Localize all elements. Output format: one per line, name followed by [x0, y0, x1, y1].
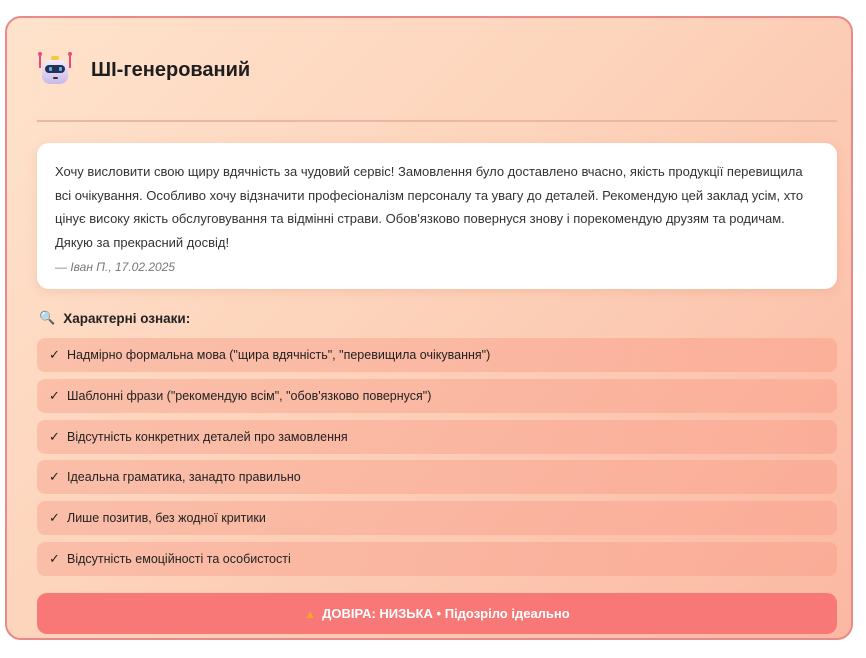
review-text: Хочу висловити свою щиру вдячність за чудовий сервіс! Замовлення було доставлено вчасно, якість продукції перевищила всі очікування. Особливо хочу відзначити професіоналізм персоналу та увагу до деталей. Рекомендую цей заклад усім, хто цінує високу якість обслуговування та відмінні страви. Обов'язково повернуся знову і порекомендую друзям та родичам. Дякую за прекрасний досвід! [55, 164, 804, 250]
feature-item [37, 542, 837, 576]
feature-label: Лише позитив, без жодної критики [67, 511, 266, 526]
divider [37, 120, 837, 122]
check-icon: ✓ [49, 510, 60, 526]
feature-item [37, 501, 837, 535]
feature-label: Ідеальна граматика, занадто правильно [67, 470, 301, 485]
review-card [5, 16, 853, 640]
warning-icon: ▲ [304, 606, 317, 621]
feature-label: Шаблонні фрази ("рекомендую всім", "обов'язково повернуся") [67, 388, 432, 403]
features-heading [39, 310, 190, 326]
feature-label: Відсутність конкретних деталей про замовлення [67, 429, 348, 444]
feature-label: Надмірно формальна мова ("щира вдячність", "перевищила очікування") [67, 348, 491, 362]
check-icon: ✓ [49, 550, 60, 566]
card-header [37, 48, 250, 92]
card-title: ШІ-генерований [91, 58, 251, 81]
feature-label: Відсутність емоційності та особистості [67, 551, 291, 566]
feature-item [37, 379, 837, 413]
check-icon: ✓ [49, 387, 60, 403]
robot-icon [37, 52, 73, 88]
review-author: — Іван П., 17.02.2025 [55, 260, 176, 274]
features-list [37, 338, 837, 583]
check-icon: ✓ [49, 428, 60, 444]
magnifier-icon: 🔍 [39, 310, 56, 325]
check-icon: ✓ [49, 469, 60, 485]
check-icon: ✓ [49, 347, 60, 362]
feature-item [37, 338, 837, 372]
trust-badge [37, 593, 837, 634]
feature-item [37, 460, 837, 494]
review-box [37, 143, 837, 289]
features-title: Характерні ознаки: [63, 310, 191, 326]
trust-label: ДОВІРА: НИЗЬКА • Підозріло ідеально [322, 606, 570, 621]
feature-item [37, 420, 837, 454]
